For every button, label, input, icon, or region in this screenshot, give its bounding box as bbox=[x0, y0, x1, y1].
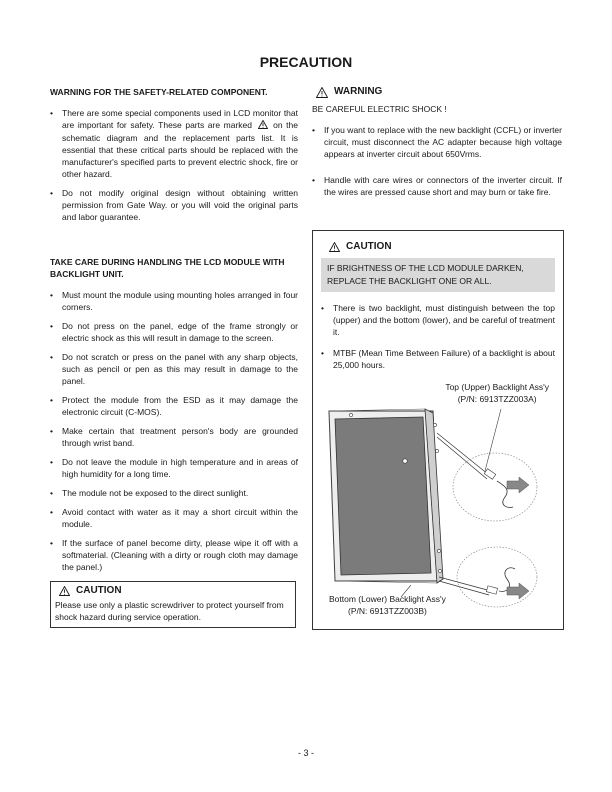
bottom-backlight-label: Bottom (Lower) Backlight Ass'y (P/N: 6913TZZ003B) bbox=[329, 594, 446, 616]
left-caution-box bbox=[50, 581, 296, 628]
page-title: PRECAUTION bbox=[259, 54, 353, 70]
warning-triangle-icon bbox=[316, 87, 328, 98]
safety-heading: WARNING FOR THE SAFETY-RELATED COMPONENT. bbox=[50, 87, 268, 97]
warning-triangle-icon bbox=[59, 586, 70, 596]
list-item: • The module not be exposed to the direct sunlight. bbox=[50, 487, 298, 499]
backlight-diagram bbox=[321, 381, 555, 621]
caution-title: CAUTION bbox=[76, 585, 122, 596]
list-item: • MTBF (Mean Time Between Failure) of a backlight is about 25,000 hours. bbox=[321, 347, 555, 371]
top-backlight-label: Top (Upper) Backlight Ass'y (P/N: 6913TZZ003A) bbox=[445, 382, 549, 404]
caution-shaded-note: IF BRIGHTNESS OF THE LCD MODULE DARKEN, REPLACE THE BACKLIGHT ONE OR ALL. bbox=[321, 258, 555, 292]
warning-subtitle: BE CAREFUL ELECTRIC SHOCK ! bbox=[312, 104, 447, 114]
caution-text: Please use only a plastic screwdriver to protect yourself from shock hazard during service operation. bbox=[55, 600, 284, 622]
list-item: • There are some special components used in LCD monitor that are important for safety. These parts are marked on the schematic diagram and the replacement parts list. It is essential that these critical parts should be replaced with the manufacturer's specified parts to prevent electric shock, fire or other hazard. bbox=[50, 107, 298, 180]
list-item: • Avoid contact with water as it may a short circuit within the module. bbox=[50, 506, 298, 530]
caution-list bbox=[321, 302, 555, 371]
arrow-right-icon bbox=[507, 477, 529, 493]
list-item: • Do not scratch or press on the panel with any sharp objects, such as pencil or pen as this may result in damage to the panel. bbox=[50, 351, 298, 387]
caution-title: CAUTION bbox=[346, 241, 392, 252]
lcd-module-illustration bbox=[321, 381, 555, 621]
list-item: • Make certain that treatment person's body are grounded through wrist band. bbox=[50, 425, 298, 449]
list-item: • If the surface of panel become dirty, please wipe it off with a softmaterial. (Cleaning with a dirty or rough cloth may damage the panel.) bbox=[50, 537, 298, 573]
right-caution-box bbox=[312, 230, 564, 630]
warning-list bbox=[312, 124, 562, 198]
warning-triangle-icon bbox=[329, 242, 340, 252]
handling-list bbox=[50, 289, 298, 573]
list-item: • Do not modify original design without obtaining written permission from Gate Way. or you will void the original parts and labor guarantee. bbox=[50, 187, 298, 223]
warning-triangle-icon bbox=[258, 120, 268, 132]
right-column bbox=[312, 86, 562, 205]
warning-title: WARNING bbox=[334, 86, 383, 97]
safety-list bbox=[50, 107, 298, 223]
arrow-right-icon bbox=[507, 583, 529, 599]
page-number: - 3 - bbox=[297, 748, 314, 758]
list-item: • Must mount the module using mounting holes arranged in four corners. bbox=[50, 289, 298, 313]
left-column bbox=[50, 86, 298, 580]
list-item: • Do not leave the module in high temperature and in areas of high humidity for a long time. bbox=[50, 456, 298, 480]
list-item: • If you want to replace with the new backlight (CCFL) or inverter circuit, must disconnect the AC adapter because high voltage appears at inverter circuit about 650Vrms. bbox=[312, 124, 562, 160]
handling-heading: TAKE CARE DURING HANDLING THE LCD MODULE WITH BACKLIGHT UNIT. bbox=[50, 257, 285, 279]
list-item: • There is two backlight, must distinguish between the top (upper) and the bottom (lower), and be careful of treatment it. bbox=[321, 302, 555, 338]
list-item: • Protect the module from the ESD as it may damage the electronic circuit (C-MOS). bbox=[50, 394, 298, 418]
list-item: • Do not press on the panel, edge of the frame strongly or electric shock as this will result in damage to the screen. bbox=[50, 320, 298, 344]
list-item: • Handle with care wires or connectors of the inverter circuit. If the wires are pressed cause short and may burn or take fire. bbox=[312, 174, 562, 198]
